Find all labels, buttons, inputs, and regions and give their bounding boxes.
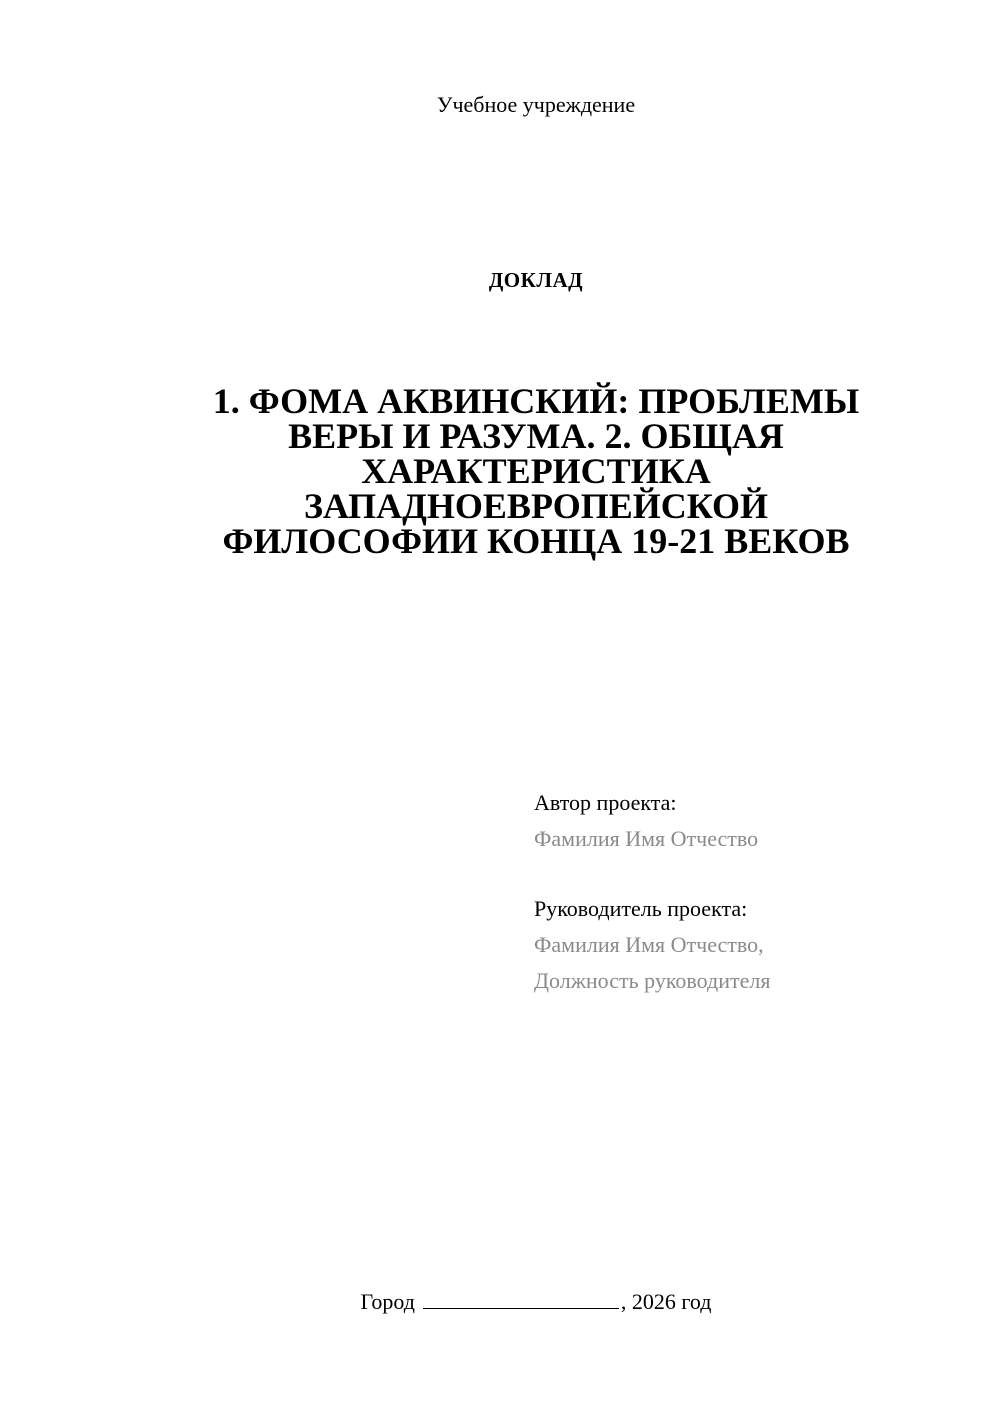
author-label: Автор проекта: [534, 790, 677, 815]
city-year-line [0, 1288, 1000, 1315]
supervisor-name: Фамилия Имя Отчество, [534, 932, 764, 957]
title-line: ХАРАКТЕРИСТИКА [361, 451, 711, 491]
document-type: ДОКЛАД [488, 268, 584, 292]
supervisor-position: Должность руководителя [534, 968, 771, 993]
institution-name: Учебное учреждение [436, 92, 636, 117]
city-blank-line [423, 1288, 619, 1309]
title-line: ЗАПАДНОЕВРОПЕЙСКОЙ [304, 486, 768, 526]
supervisor-block [534, 891, 770, 999]
title-line: ФИЛОСОФИИ КОНЦА 19-21 ВЕКОВ [222, 521, 850, 561]
city-label: Город [360, 1289, 415, 1314]
title-line: 1. ФОМА АКВИНСКИЙ: ПРОБЛЕМЫ [212, 381, 860, 421]
year-text: , 2026 год [620, 1289, 712, 1314]
title-line: ВЕРЫ И РАЗУМА. 2. ОБЩАЯ [288, 416, 784, 456]
document-title [178, 381, 894, 561]
author-name: Фамилия Имя Отчество [534, 826, 759, 851]
author-block [534, 785, 758, 857]
supervisor-label: Руководитель проекта: [534, 896, 748, 921]
